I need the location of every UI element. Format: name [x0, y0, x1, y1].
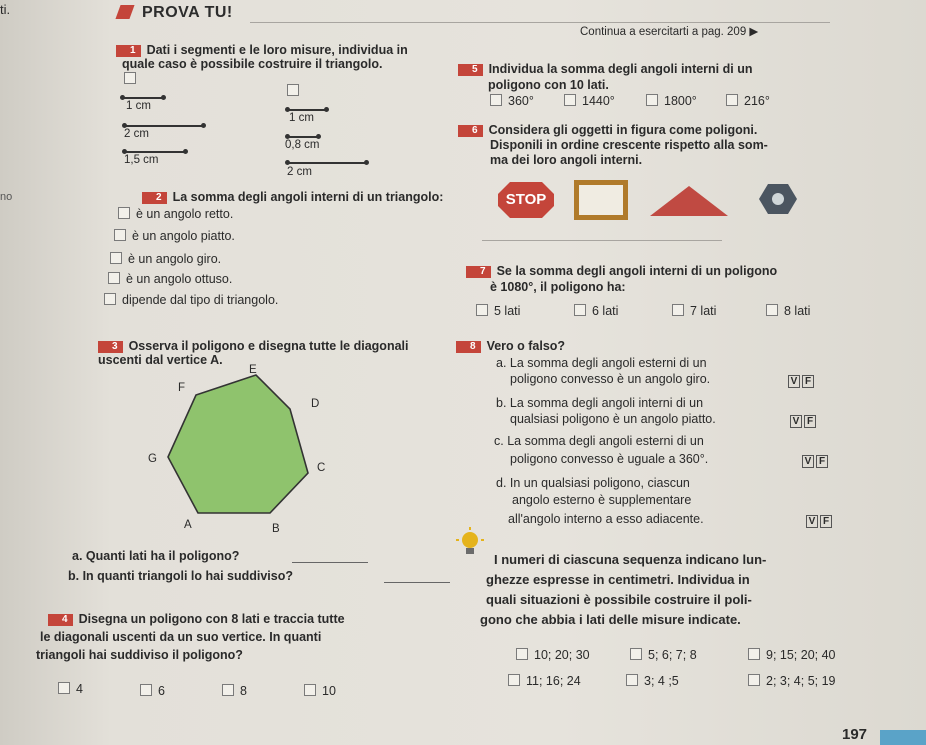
segment-2cm-a: [124, 125, 204, 127]
nut-hexagon-icon: [758, 182, 798, 216]
q9-option[interactable]: 3; 4 ;5: [626, 674, 679, 689]
q5-line2: poligono con 10 lati.: [488, 78, 609, 92]
seg-label: 1 cm: [126, 100, 151, 112]
q4-option[interactable]: 8: [222, 684, 247, 699]
frame-square-icon: [574, 180, 628, 220]
side-note: no: [0, 191, 13, 203]
q5-number: 5: [458, 64, 483, 76]
q5-option[interactable]: 1440°: [564, 94, 615, 109]
q7-number: 7: [466, 266, 491, 278]
vf-choice[interactable]: V F: [804, 511, 832, 529]
q6-line3: ma dei loro angoli interni.: [490, 153, 643, 167]
q7-line2: è 1080°, il poligono ha:: [490, 280, 626, 294]
q1-line2: quale caso è possibile costruire il triangolo.: [122, 57, 383, 71]
q7-option[interactable]: 7 lati: [672, 304, 716, 319]
q7-line1: 7 Se la somma degli angoli interni di un poligono: [466, 264, 777, 279]
q5-option[interactable]: 1800°: [646, 94, 697, 109]
q7-option[interactable]: 6 lati: [574, 304, 618, 319]
q3-question-a: a. Quanti lati ha il poligono?: [72, 549, 240, 563]
q9-line3: quali situazioni è possibile costruire il poli-: [486, 592, 752, 607]
vertex-label: C: [317, 462, 326, 474]
q1-line1: 1 Dati i segmenti e le loro misure, individua in: [116, 43, 408, 58]
q4-line3: triangoli hai suddiviso il poligono?: [36, 648, 243, 662]
lightbulb-icon: [452, 527, 488, 559]
q3-line1: 3 Osserva il poligono e disegna tutte le diagonali: [98, 339, 408, 354]
corner-mark: ti.: [0, 2, 11, 17]
header-rule: [250, 22, 830, 23]
vertex-label: F: [178, 382, 186, 394]
section-rule: [482, 240, 722, 241]
heptagon-figure: [140, 365, 340, 535]
q9-option[interactable]: 11; 16; 24: [508, 674, 581, 689]
q6-line1: 6 Considera gli oggetti in figura come poligoni.: [458, 123, 757, 138]
q6-number: 6: [458, 125, 483, 137]
q8-item-a-line1: a. La somma degli angoli esterni di un: [496, 356, 707, 370]
q4-line1: 4 Disegna un poligono con 8 lati e traccia tutte: [48, 612, 345, 627]
page-title: PROVA TU!: [142, 4, 233, 21]
q1-checkbox-1[interactable]: [124, 72, 136, 84]
q4-number: 4: [48, 614, 73, 626]
q8-title: 8 Vero o falso?: [456, 339, 565, 354]
vertex-label: G: [148, 453, 157, 465]
q8-item-c-line2: poligono convesso è uguale a 360°.: [510, 452, 709, 466]
q2-title: 2 La somma degli angoli interni di un triangolo:: [142, 190, 443, 205]
q8-item-b-line1: b. La somma degli angoli interni di un: [496, 396, 704, 410]
q9-option[interactable]: 5; 6; 7; 8: [630, 648, 697, 663]
continue-link[interactable]: Continua a esercitarti a pag. 209 ▶: [580, 26, 759, 38]
seg-label: 2 cm: [124, 128, 149, 140]
q8-item-b-line2: qualsiasi poligono è un angolo piatto.: [510, 412, 716, 426]
q2-option[interactable]: dipende dal tipo di triangolo.: [104, 293, 278, 308]
segment-1cm-b: [287, 109, 327, 111]
q8-item-d-line1: d. In un qualsiasi poligono, ciascun: [496, 476, 690, 490]
q3-question-b: b. In quanti triangoli lo hai suddiviso?: [68, 569, 293, 583]
vertex-label: D: [311, 398, 320, 410]
q7-option[interactable]: 8 lati: [766, 304, 810, 319]
q5-option[interactable]: 216°: [726, 94, 770, 109]
seg-label: 1 cm: [289, 112, 314, 124]
vertex-label: E: [249, 364, 257, 376]
q9-line2: ghezze espresse in centimetri. Individua in: [486, 572, 750, 587]
answer-line-a[interactable]: [292, 562, 368, 563]
q4-option[interactable]: 6: [140, 684, 165, 699]
segment-0-8cm: [287, 136, 319, 138]
seg-label: 2 cm: [287, 166, 312, 178]
q9-option[interactable]: 2; 3; 4; 5; 19: [748, 674, 836, 689]
stop-sign-label: STOP: [505, 191, 547, 208]
q9-option[interactable]: 9; 15; 20; 40: [748, 648, 836, 663]
answer-line-b[interactable]: [384, 582, 450, 583]
segment-2cm-b: [287, 162, 367, 164]
q5-option[interactable]: 360°: [490, 94, 534, 109]
q2-option[interactable]: è un angolo retto.: [118, 207, 233, 222]
q2-number: 2: [142, 192, 167, 204]
q1-checkbox-2[interactable]: [287, 84, 299, 96]
q4-option[interactable]: 4: [58, 682, 83, 697]
triangle-roof-icon: [648, 184, 730, 218]
vf-choice[interactable]: V F: [788, 411, 816, 429]
vf-choice[interactable]: V F: [800, 451, 828, 469]
segment-1cm-a: [122, 97, 164, 99]
q2-option[interactable]: è un angolo giro.: [110, 252, 221, 267]
q1-number: 1: [116, 45, 141, 57]
q8-item-c-line1: c. La somma degli angoli esterni di un: [494, 434, 704, 448]
q8-item-d-line2: angolo esterno è supplementare: [512, 493, 692, 507]
page-number: 197: [842, 726, 868, 743]
vertex-label: B: [272, 523, 280, 535]
q9-line1: I numeri di ciascuna sequenza indicano lun-: [494, 552, 767, 567]
vertex-label: A: [184, 519, 192, 531]
q7-option[interactable]: 5 lati: [476, 304, 520, 319]
q3-line2: uscenti dal vertice A.: [98, 353, 223, 367]
vf-choice[interactable]: V F: [786, 371, 814, 389]
page-number-tab: [880, 730, 926, 745]
q4-option[interactable]: 10: [304, 684, 336, 699]
q6-line2: Disponili in ordine crescente rispetto alla som-: [490, 138, 768, 152]
q8-number: 8: [456, 341, 481, 353]
header-flag: [115, 5, 134, 19]
segment-1-5cm: [124, 151, 186, 153]
seg-label: 1,5 cm: [124, 154, 159, 166]
q3-number: 3: [98, 341, 123, 353]
q4-line2: le diagonali uscenti da un suo vertice. In quanti: [40, 630, 322, 644]
q9-option[interactable]: 10; 20; 30: [516, 648, 590, 663]
q2-option[interactable]: è un angolo piatto.: [114, 229, 235, 244]
q2-option[interactable]: è un angolo ottuso.: [108, 272, 232, 287]
q8-item-a-line2: poligono convesso è un angolo giro.: [510, 372, 711, 386]
seg-label: 0,8 cm: [285, 139, 320, 151]
q8-item-d-line3: all'angolo interno a esso adiacente.: [508, 512, 704, 526]
q5-line1: 5 Individua la somma degli angoli interni di un: [458, 62, 752, 77]
q9-line4: gono che abbia i lati delle misure indicate.: [480, 612, 741, 627]
